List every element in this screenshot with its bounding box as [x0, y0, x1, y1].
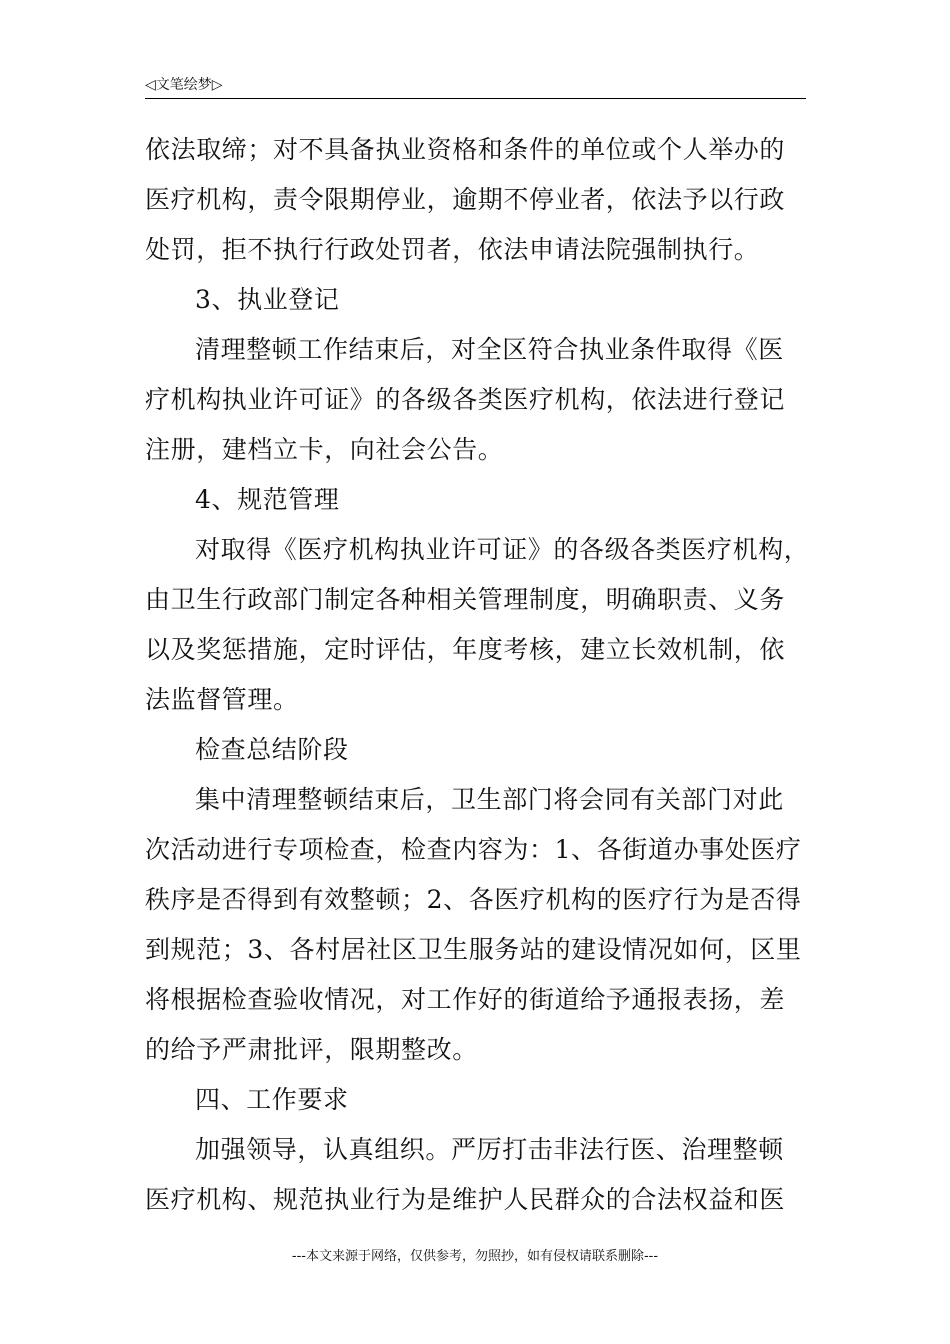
paragraph-line: 集中清理整顿结束后，卫生部门将会同有关部门对此: [195, 785, 784, 814]
paragraph-line: 对取得《医疗机构执业许可证》的各级各类医疗机构，: [195, 535, 810, 564]
paragraph-line: 到规范；3、各村居社区卫生服务站的建设情况如何，区里: [145, 935, 802, 964]
section-heading: 4、规范管理: [195, 485, 340, 514]
paragraph-line: 医疗机构、规范执业行为是维护人民群众的合法权益和医: [145, 1185, 786, 1214]
paragraph-line: 将根据检查验收情况，对工作好的街道给予通报表扬，差: [145, 985, 786, 1014]
header-title: ◁文笔绘梦▷: [145, 77, 223, 93]
paragraph-line: 注册，建档立卡，向社会公告。: [145, 435, 504, 464]
paragraph-line: 疗机构执业许可证》的各级各类医疗机构，依法进行登记: [145, 385, 786, 414]
paragraph-line: 处罚，拒不执行行政处罚者，依法申请法院强制执行。: [145, 235, 760, 264]
paragraph-line: 清理整顿工作结束后，对全区符合执业条件取得《医: [195, 335, 784, 364]
paragraph-line: 依法取缔；对不具备执业资格和条件的单位或个人举办的: [145, 135, 786, 164]
page-footer: ---本文来源于网络，仅供参考，勿照抄，如有侵权请联系删除---: [291, 1249, 659, 1264]
paragraph-line: 以及奖惩措施，定时评估，年度考核，建立长效机制，依: [145, 635, 786, 664]
page-header: [145, 72, 806, 99]
paragraph-line: 秩序是否得到有效整顿；2、各医疗机构的医疗行为是否得: [145, 885, 802, 914]
paragraph-line: 法监督管理。: [145, 685, 299, 714]
section-heading: 3、执业登记: [195, 285, 340, 314]
paragraph-line: 加强领导，认真组织。严厉打击非法行医、治理整顿: [195, 1135, 784, 1164]
section-heading: 四、工作要求: [195, 1085, 349, 1114]
paragraph-line: 次活动进行专项检查，检查内容为：1、各街道办事处医疗: [145, 835, 802, 864]
section-heading: 检查总结阶段: [195, 735, 349, 764]
paragraph-line: 医疗机构，责令限期停业，逾期不停业者，依法予以行政: [145, 185, 786, 214]
paragraph-line: 的给予严肃批评，限期整改。: [145, 1035, 478, 1064]
paragraph-line: 由卫生行政部门制定各种相关管理制度，明确职责、义务: [145, 585, 786, 614]
